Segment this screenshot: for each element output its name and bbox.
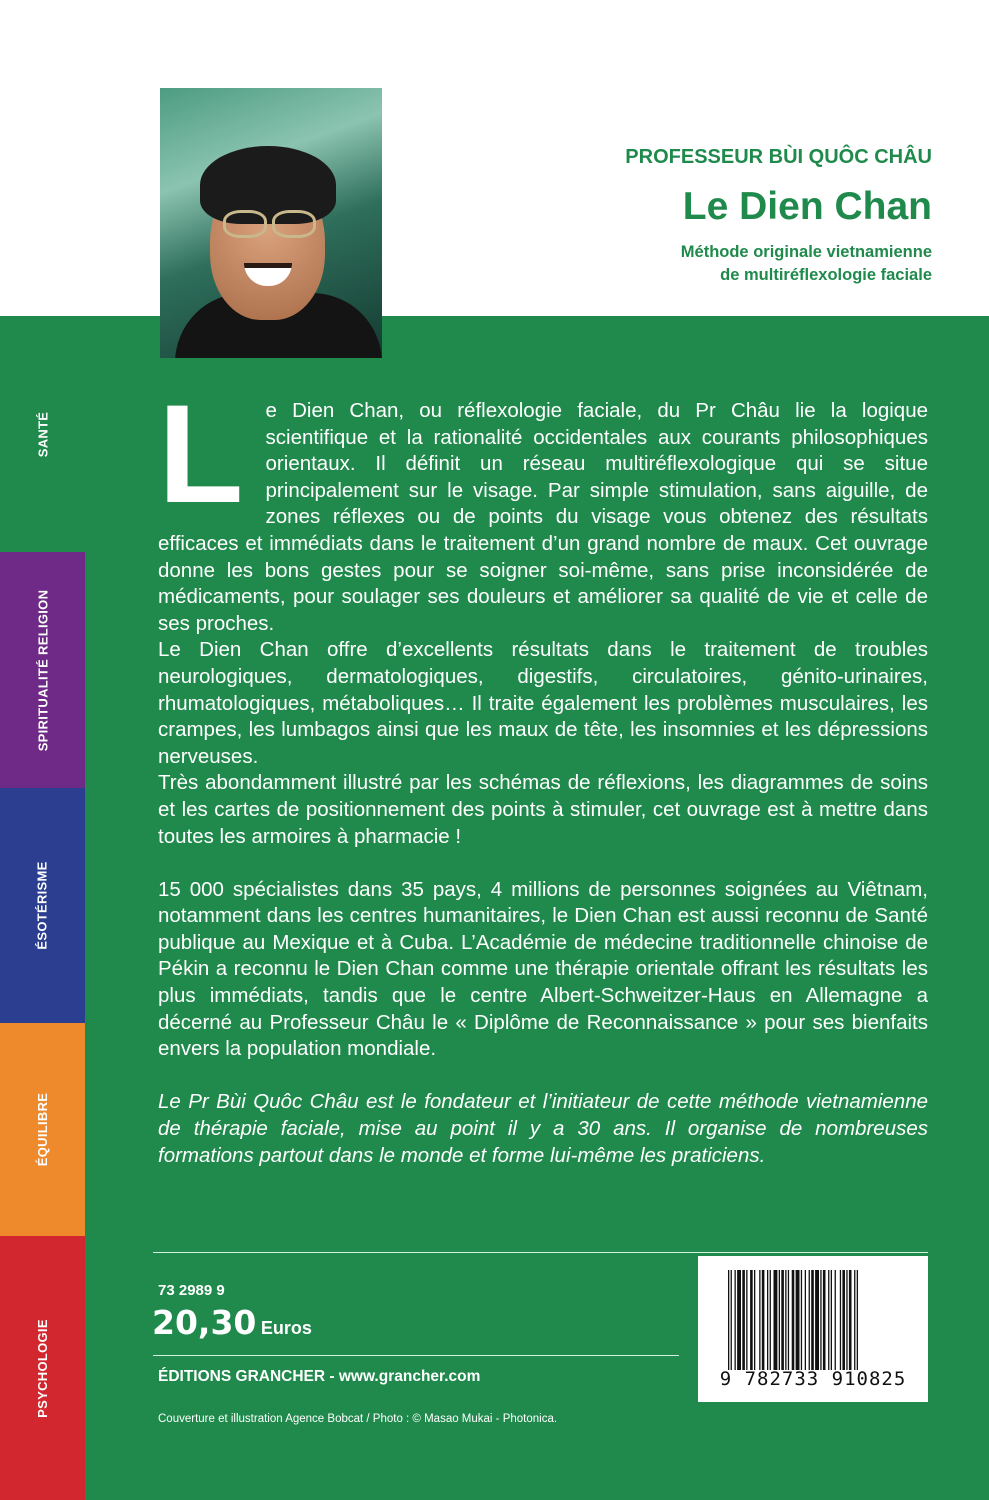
barcode-bars (728, 1270, 903, 1370)
barcode-bar (742, 1270, 745, 1370)
price-unit: Euros (260, 1318, 312, 1338)
barcode-bar (820, 1270, 821, 1370)
barcode-bar (835, 1270, 836, 1370)
spine-category-sante (0, 316, 85, 552)
photo-glasses-right (272, 210, 316, 238)
publisher-divider (153, 1355, 679, 1356)
spine-category-equilibre (0, 1023, 85, 1236)
author-name: PROFESSEUR BÙI QUÔC CHÂU (625, 146, 932, 168)
barcode-bar (840, 1270, 841, 1370)
barcode-bar (770, 1270, 771, 1370)
barcode-bar (792, 1270, 795, 1370)
photo-hair-shape (200, 146, 336, 224)
barcode-bar (754, 1270, 755, 1370)
spine-label-spiritualite: SPIRITUALITÉ RELIGION (35, 589, 50, 751)
paragraph-intro: e Dien Chan, ou réflexologie faciale, du Pr Châu lie la logique scientifique et la rationalité occidentales aux courants philosophiques orientaux. Il définit un réseau multiréflexologique qui se situe principalement sur le visage. Par simple stimulation, sans aiguille, de zones réflexes ou de points du visage vous obtenez des résultats efficaces et immédiats dans le traitement d’un grand nombre de maux. Cet ouvrage donne les bons gestes pour se soigner soi-même, sans prise inconsidérée de médicaments, pour soulager ses douleurs et améliorer sa qualité de vie et celle de ses proches. (158, 399, 928, 635)
barcode-bar (785, 1270, 786, 1370)
barcode-bar (801, 1270, 802, 1370)
barcode-bar (731, 1270, 732, 1370)
spine-category-psychologie (0, 1236, 85, 1500)
subtitle-line-2: de multiréflexologie faciale (720, 266, 932, 284)
barcode-bar (846, 1270, 847, 1370)
spine-label-equilibre: ÉQUILIBRE (34, 1092, 50, 1167)
barcode-bar (774, 1270, 778, 1370)
barcode-bar (854, 1270, 855, 1370)
description-text (158, 375, 928, 1169)
author-photo (160, 88, 382, 358)
price (152, 1303, 312, 1342)
drop-cap: L (158, 375, 244, 532)
barcode-bar (857, 1270, 858, 1370)
barcode-bar (815, 1270, 819, 1370)
subtitle-line-1: Méthode originale vietnamienne (680, 243, 932, 261)
barcode-bar (849, 1270, 852, 1370)
reference-code: 73 2989 9 (158, 1282, 225, 1299)
barcode-bar (762, 1270, 765, 1370)
credits-line: Couverture et illustration Agence Bobcat / Photo : © Masao Mukai - Photonica. (158, 1413, 558, 1425)
barcode (698, 1256, 928, 1402)
barcode-bar (823, 1270, 826, 1370)
photo-glasses-left (223, 210, 267, 238)
spine-category-esoterisme (0, 788, 85, 1023)
barcode-bar (788, 1270, 789, 1370)
spine-category-spiritualite (0, 552, 85, 788)
barcode-bar (737, 1270, 741, 1370)
paragraph-author-bio: Le Pr Bùi Quôc Châu est le fondateur et l’initiateur de cette méthode vietnamienne de thérapie faciale, mise au point il y a 30 ans. Il organise de nombreuses formations partout dans le monde et forme lui-même les praticiens. (158, 1090, 928, 1167)
barcode-bar (728, 1270, 729, 1370)
barcode-bar (767, 1270, 768, 1370)
barcode-bar (805, 1270, 806, 1370)
spine-label-sante: SANTÉ (35, 411, 50, 457)
publisher-line: ÉDITIONS GRANCHER - www.grancher.com (158, 1368, 481, 1385)
barcode-bar (811, 1270, 814, 1370)
isbn-number: 9 782733 910825 (719, 1368, 907, 1390)
spine-label-psychologie: PSYCHOLOGIE (35, 1318, 50, 1418)
barcode-bar (759, 1270, 760, 1370)
book-subtitle (512, 241, 932, 287)
barcode-bar (750, 1270, 753, 1370)
barcode-bar (746, 1270, 747, 1370)
barcode-bar (809, 1270, 810, 1370)
paragraph-recognition: 15 000 spécialistes dans 35 pays, 4 millions de personnes soignées au Viêtnam, notamment dans les centres humanitaires, le Dien Chan est aussi reconnu de Santé publique au Mexique et à Cuba. L’Académie de médecine traditionnelle chinoise de Pékin a reconnu le Dien Chan comme une thérapie orientale offrant les résultats les plus immédiats, tandis que le centre Albert-Schweitzer-Haus en Allemagne a décerné au Professeur Châu le « Diplôme de Reconnaissance » pour ses bienfaits envers la population mondiale. (158, 877, 928, 1061)
barcode-bar (779, 1270, 780, 1370)
barcode-bar (796, 1270, 800, 1370)
price-value: 20,30 (152, 1303, 257, 1342)
paragraph-illustrations: Très abondamment illustré par les schémas de réflexions, les diagrammes de soins et les cartes de positionnement des points à stimuler, cet ouvrage est à mettre dans toutes les armoires à pharmacie ! (158, 771, 928, 848)
paragraph-benefits: Le Dien Chan offre d’excellents résultats dans le traitement de troubles neurologiques, dermatologiques, digestifs, circulatoires, génito-urinaires, rhumatologiques, métaboliques… Il traite également les problèmes musculaires, les crampes, les lumbagos ainsi que les maux de tête, les insomnies et les dépressions nerveuses. (158, 638, 928, 768)
book-title: Le Dien Chan (682, 185, 932, 228)
barcode-bar (842, 1270, 845, 1370)
barcode-bar (828, 1270, 829, 1370)
barcode-bar (831, 1270, 832, 1370)
footer-divider (153, 1252, 928, 1253)
spine-label-esoterisme: ÉSOTÉRISME (35, 861, 50, 950)
barcode-bar (781, 1270, 784, 1370)
barcode-bar (735, 1270, 736, 1370)
